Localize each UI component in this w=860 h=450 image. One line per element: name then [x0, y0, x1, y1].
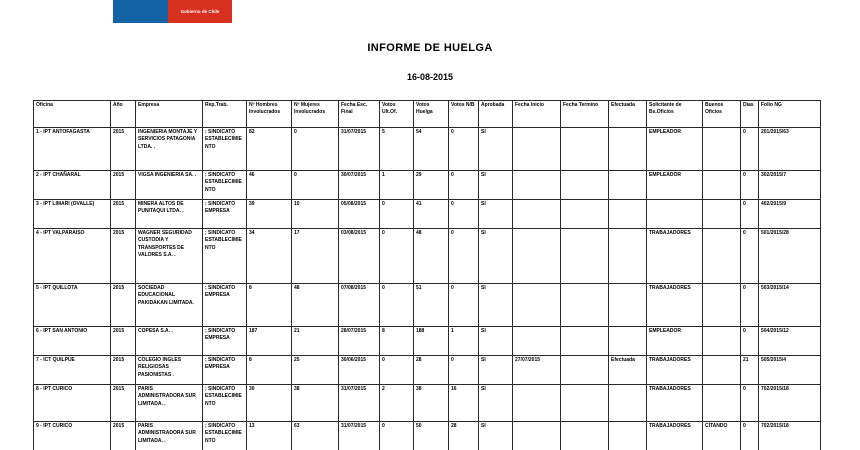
table-cell: 0: [380, 356, 414, 385]
table-cell: 41: [414, 200, 449, 229]
column-header: Folio NG: [759, 101, 821, 128]
column-header: Nº Hombres Involucrados: [247, 101, 292, 128]
table-cell: 3 - IPT LIMARI (OVALLE): [34, 200, 111, 229]
table-cell: [513, 200, 561, 229]
table-cell: [561, 385, 609, 422]
table-cell: SI: [479, 422, 513, 450]
table-cell: TRABAJADORES: [647, 284, 703, 327]
table-cell: 0: [449, 356, 479, 385]
logo-text: Gobierno de Chile: [180, 9, 220, 14]
table-cell: 504/2015/12: [759, 327, 821, 356]
table-cell: ; SINDICATO EMPRESA: [203, 200, 247, 229]
table-cell: 702/2015/18: [759, 385, 821, 422]
column-header: Días: [741, 101, 759, 128]
table-cell: 0: [292, 128, 339, 171]
table-cell: 39: [247, 200, 292, 229]
table-cell: 31/07/2015: [339, 385, 380, 422]
table-cell: PARIS ADMINISTRADORA SUR LIMITADA. .: [136, 385, 203, 422]
table-cell: 29: [414, 171, 449, 200]
table-cell: 2015: [111, 200, 136, 229]
table-cell: [561, 422, 609, 450]
table-cell: 2 - IPT CHAÑARAL: [34, 171, 111, 200]
table-cell: 0: [741, 284, 759, 327]
table-cell: 05/08/2015: [339, 200, 380, 229]
table-cell: 0: [741, 327, 759, 356]
table-cell: 8: [247, 284, 292, 327]
report-date: 16-08-2015: [406, 72, 454, 82]
table-cell: WAGNER SEGURIDAD CUSTODIA Y TRANSPORTES DE VALORES S.A. .: [136, 229, 203, 284]
logo-red-block: [168, 0, 232, 23]
page-title: INFORME DE HUELGA: [367, 42, 493, 54]
table-cell: [609, 327, 647, 356]
table-cell: 402/2015/9: [759, 200, 821, 229]
table-cell: [561, 229, 609, 284]
table-cell: 1: [449, 327, 479, 356]
table-cell: COLEGIO INGLES RELIGIOSAS PASIONISTAS .: [136, 356, 203, 385]
table-cell: 17: [292, 229, 339, 284]
table-cell: 0: [449, 284, 479, 327]
table-cell: [561, 128, 609, 171]
table-row: [34, 356, 821, 385]
table-cell: 9 - IPT CURICO: [34, 422, 111, 450]
table-cell: 187: [247, 327, 292, 356]
table-cell: 2015: [111, 284, 136, 327]
table-cell: 4 - IPT VALPARAISO: [34, 229, 111, 284]
table-cell: 51: [414, 284, 449, 327]
table-cell: 8: [380, 327, 414, 356]
table-cell: ; SINDICATO ESTABLECIMIENTO: [203, 128, 247, 171]
table-cell: 63: [292, 422, 339, 450]
table-cell: [609, 422, 647, 450]
column-header: Votos Ult.Of.: [380, 101, 414, 128]
column-header: Empresa: [136, 101, 203, 128]
table-cell: 188: [414, 327, 449, 356]
table-cell: 28: [449, 422, 479, 450]
table-cell: 46: [247, 171, 292, 200]
table-cell: 2015: [111, 327, 136, 356]
table-cell: [513, 327, 561, 356]
table-cell: [561, 171, 609, 200]
table-cell: 0: [741, 385, 759, 422]
table-cell: 31/07/2015: [339, 422, 380, 450]
table-row: [34, 200, 821, 229]
table-cell: 31/07/2015: [339, 128, 380, 171]
table-cell: 28/07/2015: [339, 327, 380, 356]
table-cell: TRABAJADORES: [647, 385, 703, 422]
column-header: Fecha Esc. Final: [339, 101, 380, 128]
table-cell: ; SINDICATO ESTABLECIMIENTO: [203, 171, 247, 200]
column-header: Nº Mujeres Involucrados: [292, 101, 339, 128]
logo-blue-block: [113, 0, 168, 23]
table-cell: [513, 128, 561, 171]
table-cell: 0: [449, 200, 479, 229]
table-row: [34, 128, 821, 171]
table-cell: [609, 385, 647, 422]
table-cell: INGENIERIA MONTAJE Y SERVICIOS PATAGONIA LTDA. .: [136, 128, 203, 171]
table-cell: 2015: [111, 128, 136, 171]
table-cell: 07/08/2015: [339, 284, 380, 327]
table-cell: VIGSA INGENIERIA SA. .: [136, 171, 203, 200]
column-header: Rep.Trab.: [203, 101, 247, 128]
table-cell: [561, 284, 609, 327]
table-cell: EMPLEADOR: [647, 128, 703, 171]
table-cell: ; SINDICATO ESTABLECIMIENTO: [203, 229, 247, 284]
table-cell: 30: [247, 385, 292, 422]
table-cell: [609, 171, 647, 200]
table-cell: 30/06/2015: [339, 356, 380, 385]
table-cell: 03/08/2015: [339, 229, 380, 284]
table-cell: 38: [292, 385, 339, 422]
table-cell: [703, 128, 741, 171]
table-cell: 702/2015/18: [759, 422, 821, 450]
table-cell: EMPLEADOR: [647, 171, 703, 200]
table-cell: 501/2015/28: [759, 229, 821, 284]
table-cell: 38: [414, 385, 449, 422]
table-cell: ; SINDICATO EMPRESA: [203, 327, 247, 356]
table-cell: [561, 356, 609, 385]
table-cell: ; SINDICATO ESTABLECIMIENTO: [203, 385, 247, 422]
table-row: [34, 385, 821, 422]
table-cell: 25: [292, 356, 339, 385]
table-cell: 7 - ICT QUILPUE: [34, 356, 111, 385]
table-cell: 2015: [111, 229, 136, 284]
table-cell: [609, 284, 647, 327]
table-cell: [703, 284, 741, 327]
column-header: Votos N/B: [449, 101, 479, 128]
table-cell: [703, 327, 741, 356]
table-cell: 10: [292, 200, 339, 229]
column-header: Solicitante de Bs.Oficios: [647, 101, 703, 128]
table-row: [34, 171, 821, 200]
table-cell: SI: [479, 229, 513, 284]
table-cell: 6 - IPT SAN ANTONIO: [34, 327, 111, 356]
table-cell: 0: [741, 229, 759, 284]
table-cell: 2015: [111, 356, 136, 385]
table-cell: 2015: [111, 171, 136, 200]
table-cell: SI: [479, 284, 513, 327]
table-cell: CITANDO: [703, 422, 741, 450]
table-cell: [703, 200, 741, 229]
table-cell: 27/07/2015: [513, 356, 561, 385]
table-cell: 1: [380, 171, 414, 200]
table-cell: 0: [741, 128, 759, 171]
table-cell: TRABAJADORES: [647, 422, 703, 450]
table-cell: [703, 229, 741, 284]
table-cell: [513, 171, 561, 200]
table-cell: TRABAJADORES: [647, 229, 703, 284]
table-cell: MINERA ALTOS DE PUNITAQUI LTDA. .: [136, 200, 203, 229]
table-cell: 16: [449, 385, 479, 422]
table-cell: 0: [741, 200, 759, 229]
table-cell: 5: [380, 128, 414, 171]
table-cell: 8: [247, 356, 292, 385]
table-cell: 0: [449, 128, 479, 171]
table-cell: SI: [479, 356, 513, 385]
table-cell: [513, 284, 561, 327]
table-cell: 13: [247, 422, 292, 450]
table-cell: 0: [380, 229, 414, 284]
table-cell: 28: [414, 356, 449, 385]
column-header: Oficina: [34, 101, 111, 128]
column-header: Buenos Oficios: [703, 101, 741, 128]
table-header-row: [34, 101, 821, 128]
column-header: Votos Huelga: [414, 101, 449, 128]
column-header: Fecha Inicio: [513, 101, 561, 128]
table-cell: [561, 200, 609, 229]
table-row: [34, 422, 821, 450]
table-cell: 201/2015/63: [759, 128, 821, 171]
table-cell: 0: [741, 422, 759, 450]
table-cell: 54: [414, 128, 449, 171]
table-cell: [703, 385, 741, 422]
table-cell: COPESA S.A. .: [136, 327, 203, 356]
table-cell: 503/2015/14: [759, 284, 821, 327]
table-cell: 0: [292, 171, 339, 200]
gobierno-de-chile-logo: [113, 0, 232, 23]
table-cell: PARIS ADMINISTRADORA SUR LIMITADA. .: [136, 422, 203, 450]
table-cell: 21: [741, 356, 759, 385]
table-cell: SI: [479, 128, 513, 171]
table-cell: ; SINDICATO EMPRESA: [203, 356, 247, 385]
column-header: Año: [111, 101, 136, 128]
table-cell: ; SINDICATO EMPRESA: [203, 284, 247, 327]
table-cell: 1 - IPT ANTOFAGASTA: [34, 128, 111, 171]
table-cell: EMPLEADOR: [647, 327, 703, 356]
table-cell: SI: [479, 327, 513, 356]
table-cell: TRABAJADORES: [647, 356, 703, 385]
table-cell: [609, 229, 647, 284]
table-cell: ; SINDICATO ESTABLECIMIENTO: [203, 422, 247, 450]
table-cell: 30/07/2015: [339, 171, 380, 200]
table-cell: 8 - IPT CURICO: [34, 385, 111, 422]
table-cell: SOCIEDAD EDUCACIONAL PAKIDAKAN LIMITADA.: [136, 284, 203, 327]
table-cell: [513, 385, 561, 422]
column-header: Efectuada: [609, 101, 647, 128]
table-cell: [647, 200, 703, 229]
table-cell: [609, 200, 647, 229]
table-cell: 50: [414, 422, 449, 450]
table-cell: 2: [380, 385, 414, 422]
column-header: Aprobada: [479, 101, 513, 128]
table-cell: 5 - IPT QUILLOTA: [34, 284, 111, 327]
table-cell: 21: [292, 327, 339, 356]
column-header: Fecha Termino: [561, 101, 609, 128]
table-cell: SI: [479, 171, 513, 200]
table-cell: [703, 171, 741, 200]
table-cell: 0: [380, 284, 414, 327]
table-cell: Efectuada: [609, 356, 647, 385]
table-cell: 0: [449, 229, 479, 284]
table-cell: 0: [380, 422, 414, 450]
table-cell: 34: [247, 229, 292, 284]
table-cell: 0: [449, 171, 479, 200]
table-row: [34, 229, 821, 284]
table-cell: SI: [479, 200, 513, 229]
table-cell: 302/2015/7: [759, 171, 821, 200]
table-cell: SI: [479, 385, 513, 422]
table-cell: 48: [292, 284, 339, 327]
table-cell: [609, 128, 647, 171]
table-cell: [513, 422, 561, 450]
table-cell: [561, 327, 609, 356]
strike-report-table: [33, 100, 821, 450]
table-cell: 2015: [111, 422, 136, 450]
table-row: [34, 327, 821, 356]
table-cell: 82: [247, 128, 292, 171]
table-cell: [703, 356, 741, 385]
table-cell: 2015: [111, 385, 136, 422]
table-row: [34, 284, 821, 327]
table-cell: [513, 229, 561, 284]
table-cell: 48: [414, 229, 449, 284]
table-cell: 505/2015/4: [759, 356, 821, 385]
table-cell: 0: [380, 200, 414, 229]
table-cell: 0: [741, 171, 759, 200]
